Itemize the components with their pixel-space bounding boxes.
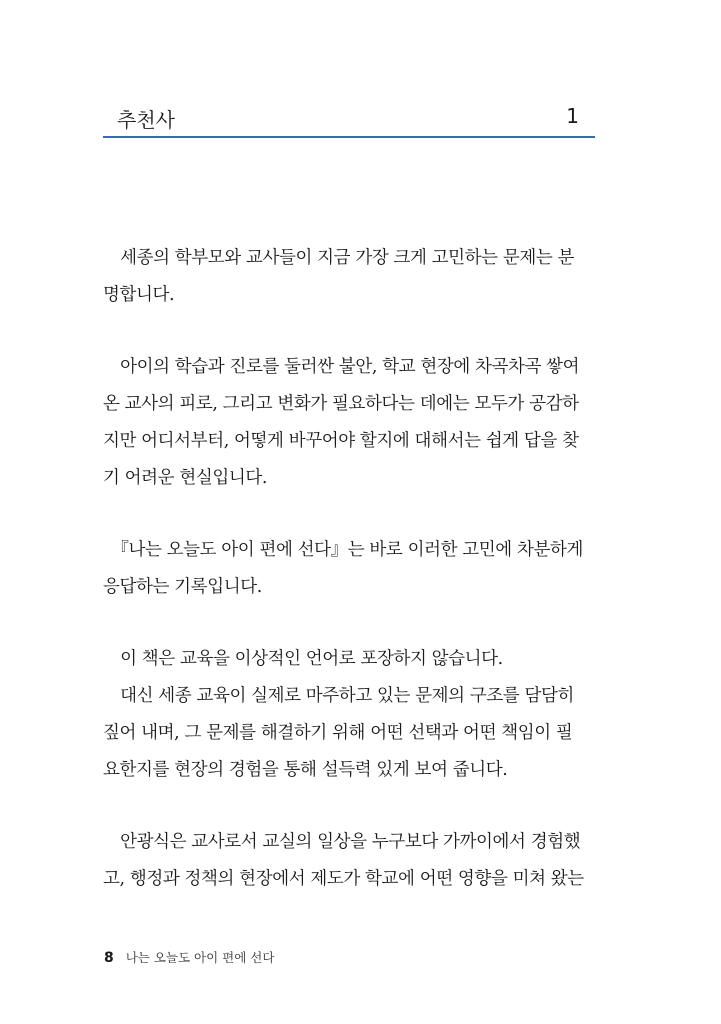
- text-line: 아이의 학습과 진로를 둘러싼 불안, 학교 현장에 차곡차곡 쌓여: [103, 357, 580, 377]
- text-line: 고, 행정과 정책의 현장에서 제도가 학교에 어떤 영향을 미쳐 왔는: [103, 869, 584, 889]
- body-text: [103, 240, 603, 898]
- page-number: 8: [104, 950, 114, 966]
- text-line: 기 어려운 현실입니다.: [103, 468, 268, 488]
- text-line: 요한지를 현장의 경험을 통해 설득력 있게 보여 줍니다.: [103, 760, 508, 780]
- text-line: 『나는 오늘도 아이 편에 선다』는 바로 이러한 고민에 차분하게: [103, 540, 583, 560]
- text-line: 명합니다.: [103, 285, 175, 305]
- chapter-number: 1: [566, 104, 579, 128]
- book-title: 나는 오늘도 아이 편에 선다: [125, 950, 275, 965]
- paragraph: [103, 824, 603, 898]
- text-line: 세종의 학부모와 교사들이 지금 가장 크게 고민하는 문제는 분: [103, 248, 575, 268]
- text-line: 짚어 내며, 그 문제를 해결하기 위해 어떤 선택과 어떤 책임이 필: [103, 723, 573, 743]
- paragraph: [103, 240, 603, 314]
- paragraph: [103, 641, 603, 789]
- paragraph: [103, 532, 603, 606]
- text-line: 대신 세종 교육이 실제로 마주하고 있는 문제의 구조를 담담히: [103, 686, 575, 706]
- text-line: 응답하는 기록입니다.: [103, 577, 262, 597]
- text-line: 온 교사의 피로, 그리고 변화가 필요하다는 데에는 모두가 공감하: [103, 394, 579, 414]
- text-line: 안광식은 교사로서 교실의 일상을 누구보다 가까이에서 경험했: [103, 832, 581, 852]
- chapter-header: [103, 102, 595, 138]
- text-line: 이 책은 교육을 이상적인 언어로 포장하지 않습니다.: [103, 649, 503, 669]
- text-line: 지만 어디서부터, 어떻게 바꾸어야 할지에 대해서는 쉽게 답을 찾: [103, 431, 579, 451]
- chapter-title: 추천사: [117, 108, 175, 132]
- paragraph: [103, 349, 603, 497]
- page-footer: [104, 948, 274, 966]
